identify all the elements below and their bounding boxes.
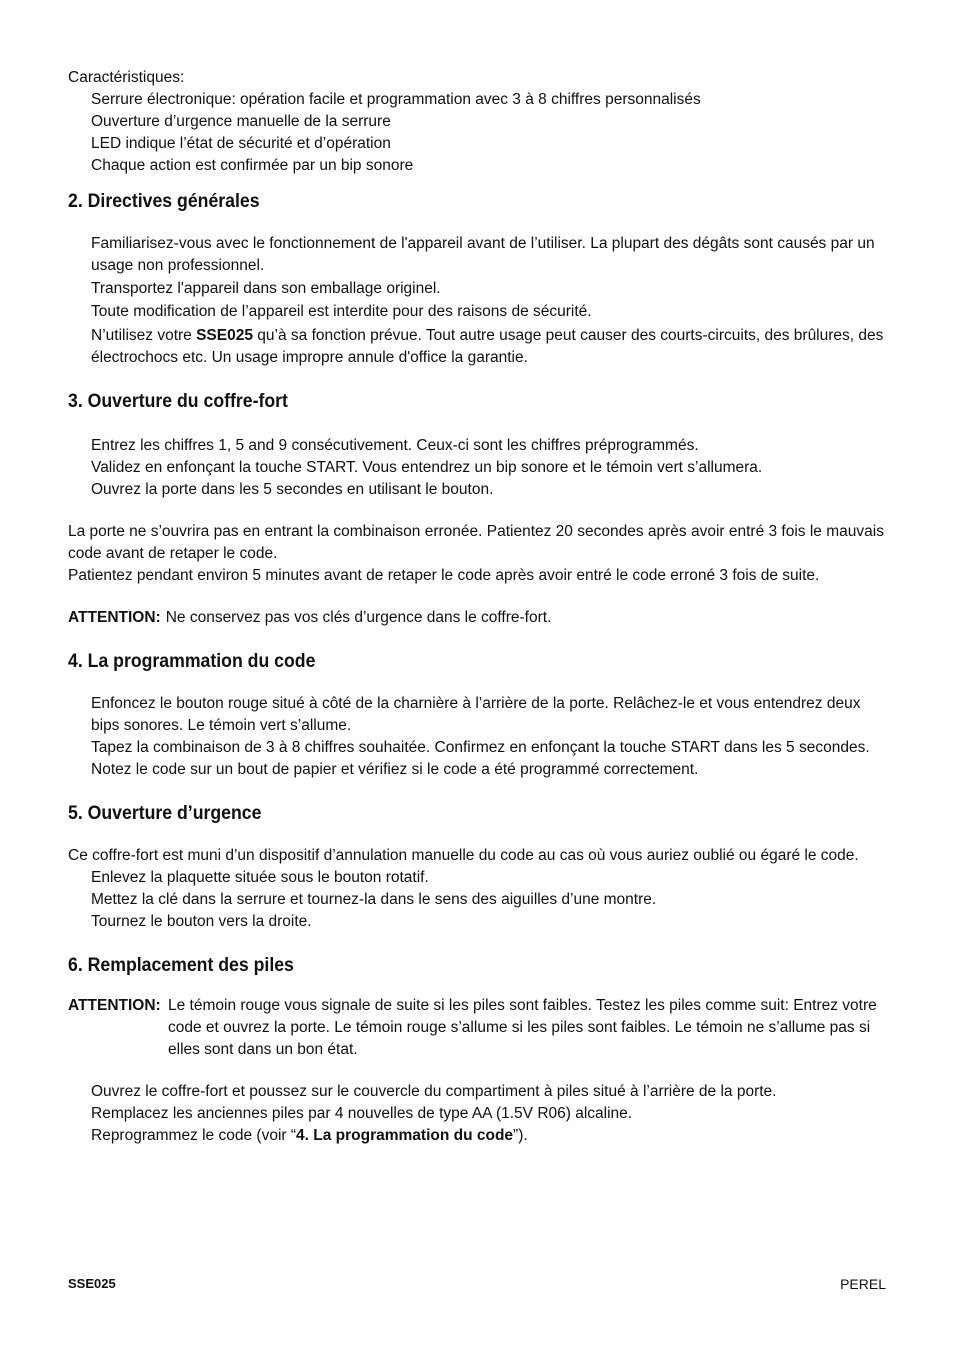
list-item: Mettez la clé dans la serrure et tournez-la dans le sens des aiguilles d’une montre. — [91, 891, 657, 908]
section-title-3: 3. Ouverture du coffre-fort — [68, 391, 288, 412]
paragraph-text: N’utilisez votre — [91, 327, 197, 344]
section-reference: 4. La programmation du code — [296, 1127, 514, 1144]
document-body — [68, 67, 888, 1147]
section-title-4: 4. La programmation du code — [68, 651, 316, 672]
section-6-steps — [68, 1081, 888, 1147]
footer-brand: PEREL — [840, 1276, 886, 1292]
paragraph — [91, 325, 888, 369]
list-item: Enfoncez le bouton rouge situé à côté de la charnière à l’arrière de la porte. Relâchez-le et vous entendrez deux bips sonores. Le témoin vert s’allume. — [91, 695, 861, 734]
paragraph: Transportez l'appareil dans son emballage originel. — [91, 280, 441, 297]
section-title-5: 5. Ouverture d’urgence — [68, 803, 262, 824]
list-item: Chaque action est confirmée par un bip sonore — [91, 157, 414, 174]
list-item: Ouvrez la porte dans les 5 secondes en utilisant le bouton. — [91, 481, 494, 498]
attention-label: ATTENTION: — [68, 997, 161, 1014]
list-item: Validez en enfonçant la touche START. Vous entendrez un bip sonore et le témoin vert s’allumera. — [91, 459, 763, 476]
paragraph: Patientez pendant environ 5 minutes avant de retaper le code après avoir entré le code erroné 3 fois de suite. — [68, 567, 820, 584]
list-item: Ouvrez le coffre-fort et poussez sur le couvercle du compartiment à piles situé à l’arrière de la porte. — [91, 1083, 777, 1100]
paragraph: La porte ne s’ouvrira pas en entrant la combinaison erronée. Patientez 20 secondes après avoir entré 3 fois le mauvais code avant de retaper le code. — [68, 523, 884, 562]
model-number: SSE025 — [196, 327, 253, 344]
attention-label: ATTENTION: — [68, 609, 161, 626]
section-2-body — [68, 233, 888, 369]
attention-note — [68, 607, 888, 629]
attention-note — [68, 995, 888, 1061]
section-title-2: 2. Directives générales — [68, 191, 260, 212]
list-item: Tapez la combinaison de 3 à 8 chiffres souhaitée. Confirmez en enfonçant la touche START dans les 5 secondes. — [91, 739, 870, 756]
list-item: LED indique l’état de sécurité et d’opération — [91, 135, 391, 152]
features-list — [68, 89, 888, 177]
attention-text: Le témoin rouge vous signale de suite si les piles sont faibles. Testez les piles comme suit: Entrez votre code et ouvrez la porte. Le témoin rouge s’allume si les piles sont faibles. Le témoin ne s’allume pas si elles sont dans un bon état. — [168, 997, 877, 1058]
list-item: Notez le code sur un bout de papier et vérifiez si le code a été programmé correctement. — [91, 761, 699, 778]
paragraph: Familiarisez-vous avec le fonctionnement de l'appareil avant de l’utiliser. La plupart des dégâts sont causés par un usage non professionnel. — [91, 235, 875, 274]
paragraph: Ce coffre-fort est muni d’un dispositif d’annulation manuelle du code au cas où vous auriez oublié ou égaré le code. — [68, 847, 859, 864]
list-item: Remplacez les anciennes piles par 4 nouvelles de type AA (1.5V R06) alcaline. — [91, 1105, 633, 1122]
list-item: Serrure électronique: opération facile et programmation avec 3 à 8 chiffres personnalisés — [91, 91, 701, 108]
list-item: Enlevez la plaquette située sous le bouton rotatif. — [91, 869, 429, 886]
paragraph-text: qu’à sa fonction prévue. Tout autre usage peut causer des courts-circuits, des brûlures, des électrochocs etc. Un usage impropre annule d'office la garantie. — [91, 327, 884, 366]
list-item-text: Reprogrammez le code (voir “ — [91, 1127, 297, 1144]
attention-text: Ne conservez pas vos clés d’urgence dans le coffre-fort. — [165, 609, 552, 626]
section-5-steps — [68, 867, 888, 933]
list-item: Entrez les chiffres 1, 5 and 9 consécutivement. Ceux-ci sont les chiffres préprogrammés. — [91, 437, 699, 454]
list-item — [91, 1125, 888, 1147]
footer-model: SSE025 — [68, 1276, 116, 1291]
paragraph: Toute modification de l’appareil est interdite pour des raisons de sécurité. — [91, 303, 592, 320]
features-heading: Caractéristiques: — [68, 69, 185, 86]
section-4-steps — [68, 693, 888, 781]
list-item: Tournez le bouton vers la droite. — [91, 913, 312, 930]
list-item-text: ”). — [513, 1127, 528, 1144]
section-3-steps — [68, 435, 888, 501]
section-title-6: 6. Remplacement des piles — [68, 955, 294, 976]
list-item: Ouverture d’urgence manuelle de la serrure — [91, 113, 391, 130]
